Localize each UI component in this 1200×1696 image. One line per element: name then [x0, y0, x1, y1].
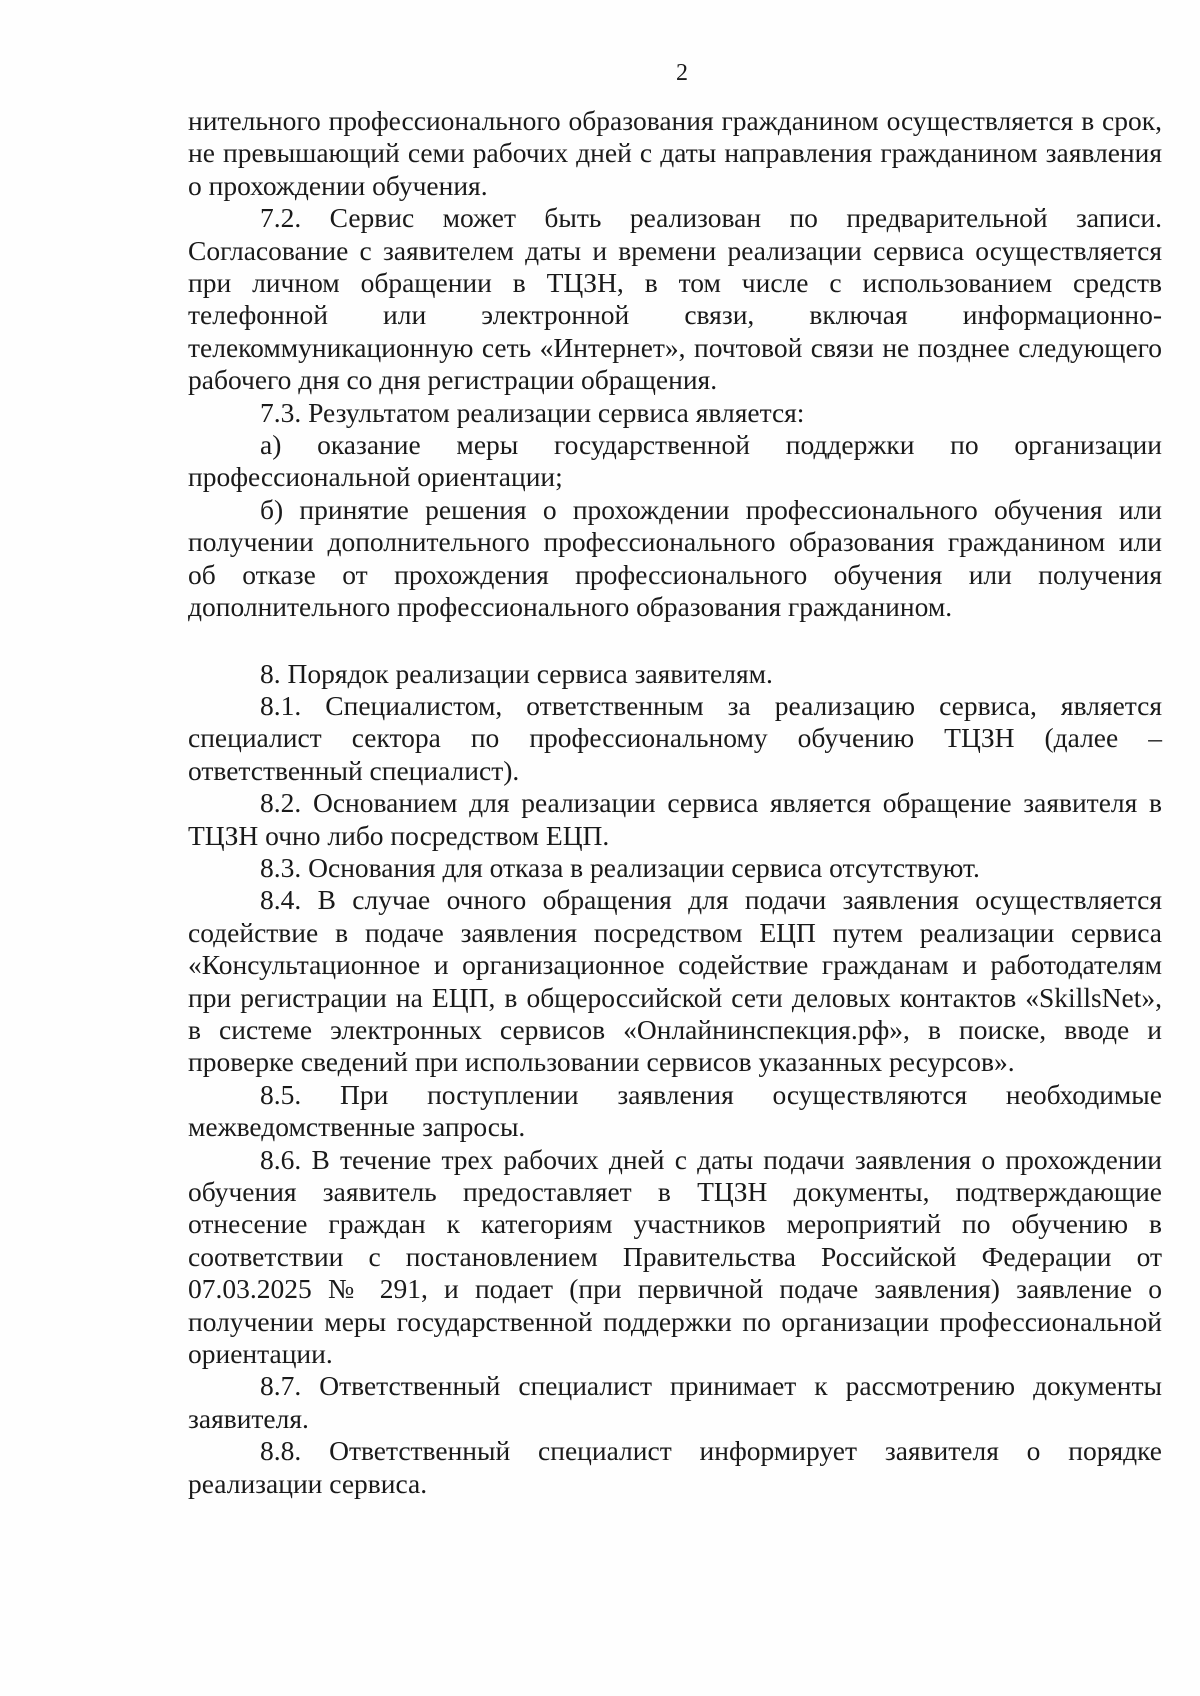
- paragraph-8-1: 8.1. Специалистом, ответственным за реализацию сервиса, является специалист сектора по профессиональному обучению ТЦЗН (далее – ответственный специалист).: [188, 689, 1162, 786]
- paragraph-8-2: 8.2. Основанием для реализации сервиса является обращение заявителя в ТЦЗН очно либо посредством ЕЦП.: [188, 787, 1162, 851]
- paragraph-8-8: 8.8. Ответственный специалист информирует заявителя о порядке реализации сервиса.: [188, 1435, 1162, 1499]
- paragraph-7-2: 7.2. Сервис может быть реализован по предварительной записи. Согласование с заявителем даты и времени реализации сервиса осуществляется при личном обращении в ТЦЗН, в том числе с использованием средств телефонной или электронной связи, включая информационно-телекоммуникационную сеть «Интернет», почтовой связи не позднее следующего рабочего дня со дня регистрации обращения.: [188, 202, 1162, 396]
- document-body: [188, 105, 1162, 1500]
- paragraph-8-3: 8.3. Основания для отказа в реализации сервиса отсутствуют.: [260, 851, 980, 883]
- paragraph-7-3-b: б) принятие решения о прохождении профессионального обучения или получении дополнительного профессионального образования гражданином или об отказе от прохождения профессионального обучения или получения дополнительного профессионального образования гражданином.: [188, 493, 1162, 623]
- paragraph-8-6: 8.6. В течение трех рабочих дней с даты подачи заявления о прохождении обучения заявитель предоставляет в ТЦЗН документы, подтверждающие отнесение граждан к категориям участников мероприятий по обучению в соответствии с постановлением Правительства Российской Федерации от 07.03.2025 № 291, и подает (при первичной подаче заявления) заявление о получении меры государственной поддержки по организации профессиональной ориентации.: [188, 1143, 1162, 1370]
- section-8-heading: 8. Порядок реализации сервиса заявителям.: [260, 657, 773, 689]
- paragraph-7-3: 7.3. Результатом реализации сервиса является:: [260, 396, 805, 428]
- section-gap: [188, 624, 1162, 658]
- page-number: 2: [676, 60, 688, 86]
- paragraph-8-4: 8.4. В случае очного обращения для подачи заявления осуществляется содействие в подаче заявления посредством ЕЦП путем реализации сервиса «Консультационное и организационное содействие гражданам и работодателям при регистрации на ЕЦП, в общероссийской сети деловых контактов «SkillsNet», в системе электронных сервисов «Онлайнинспекция.рф», в поиске, вводе и проверке сведений при использовании сервисов указанных ресурсов».: [188, 884, 1162, 1078]
- paragraph-7-3-a: а) оказание меры государственной поддержки по организации профессиональной ориентации;: [188, 429, 1162, 493]
- paragraph-8-5: 8.5. При поступлении заявления осуществляются необходимые межведомственные запросы.: [188, 1078, 1162, 1143]
- paragraph-8-7: 8.7. Ответственный специалист принимает к рассмотрению документы заявителя.: [188, 1370, 1162, 1434]
- paragraph-continuation: нительного профессионального образования гражданином осуществляется в срок, не превышающий семи рабочих дней с даты направления гражданином заявления о прохождении обучения.: [188, 105, 1162, 201]
